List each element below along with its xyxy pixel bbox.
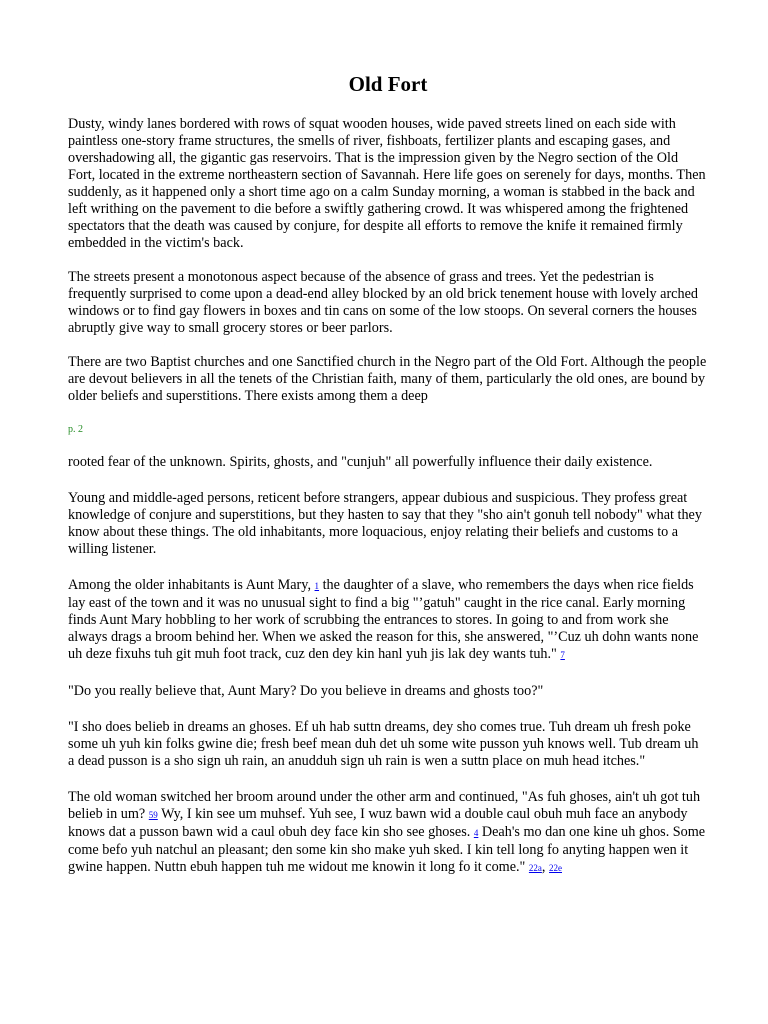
paragraph-text: The old woman switched her broom around under the other arm and continued, "As fuh ghoses, ain't uh got tuh belieb in um?	[68, 789, 701, 822]
footnote-link[interactable]: 1	[314, 581, 320, 591]
paragraph-young-persons: Young and middle-aged persons, reticent before strangers, appear dubious and suspicious. They profess great knowledge of conjure and superstitions, but they hasten to say that they "sho ain't gonuh tell nobody" what they know about these things. The old inhabitants, more loquacious, enjoy relating their beliefs and customs to a willing listener.	[68, 490, 702, 557]
page-title: Old Fort	[348, 72, 428, 96]
paragraph-streets: The streets present a monotonous aspect because of the absence of grass and trees. Yet the pedestrian is frequently surprised to come upon a dead-end alley blocked by an old brick tenement house with lovely arched windows or to find gay flowers in boxes and tin cans on some of the low stoops. On several corners the houses abruptly give way to small grocery stores or beer parlors.	[68, 269, 698, 336]
paragraph-churches: There are two Baptist churches and one Sanctified church in the Negro part of the Old Fort. Although the people are devout believers in all the tenets of the Christian faith, many of them, particularly the old ones, are bound by older beliefs and superstitions. There exists among them a deep	[68, 354, 707, 404]
footnote-link[interactable]: 7	[560, 650, 565, 660]
paragraph-aunt-mary	[68, 577, 708, 664]
paragraph-question: "Do you really believe that, Aunt Mary? Do you believe in dreams and ghosts too?"	[68, 683, 544, 699]
footnote-link[interactable]: 59	[148, 810, 158, 820]
paragraph-text: Deah's mo dan one kine uh ghos. Some come befo yuh natchul an pleasant; den some kin sho make yuh sked. I kin tell long fo anyting happen wen it gwine happen. Nuttn ebuh happen tuh me widout me knowin it long fo it come."	[68, 824, 706, 875]
paragraph-dreams: "I sho does belieb in dreams an ghoses. Ef uh hab suttn dreams, dey sho comes true. Tuh dream uh fresh poke some uh yuh kin folks gwine die; fresh beef mean duh det uh some wite pusson yuh knows well. Tub dream uh a dead pusson is a sho sign uh rain, an anudduh sign uh rain is wen a suttn place on muh head itches."	[68, 719, 699, 769]
paragraph-text: Wy, I kin see um muhsef. Yuh see, I wuz bawn wid a double caul obuh muh face an anybody knows dat a pusson bawn wid a caul obuh dey face kin sho see ghoses.	[68, 806, 688, 840]
page-marker: p. 2	[68, 424, 83, 435]
footnote-link[interactable]: 22e	[549, 863, 562, 873]
footnote-link[interactable]: 22a	[528, 863, 542, 873]
footnote-separator: ,	[541, 859, 549, 875]
paragraph-text: Among the older inhabitants is Aunt Mary,	[68, 577, 315, 593]
footnote-link[interactable]: 4	[473, 828, 479, 838]
paragraph-ghosts	[68, 789, 708, 877]
paragraph-fear: rooted fear of the unknown. Spirits, ghosts, and "cunjuh" all powerfully influence their daily existence.	[68, 454, 653, 470]
paragraph-text: the daughter of a slave, who remembers the days when rice fields lay east of the town and it was no unusual sight to find a big "’gatuh" caught in the rice canal. Early morning finds Aunt Mary hobbling to her work of scrubbing the entrances to stores. In going to and from work she always drags a broom behind her. When we asked the reason for this, she answered, "’Cuz uh dohn wants none uh deze fixuhs tuh git muh foot track, cuz den dey kin hanl yuh jis lak dey wants tuh."	[68, 577, 699, 662]
paragraph-intro: Dusty, windy lanes bordered with rows of squat wooden houses, wide paved streets lined on each side with paintless one-story frame structures, the smells of river, fishboats, fertilizer plants and escaping gases, and overshadowing all, the gigantic gas reservoirs. That is the impression given by the Negro section of the Old Fort, located in the extreme northeastern section of Savannah. Here life goes on serenely for days, months. Then suddenly, as it happened only a short time ago on a calm Sunday morning, a woman is stabbed in the back and left writhing on the pavement to die before a swiftly gathering crowd. It was whispered among the frightened spectators that the death was caused by conjure, for despite all efforts to remove the knife it remained firmly embedded in the victim's back.	[68, 116, 706, 251]
